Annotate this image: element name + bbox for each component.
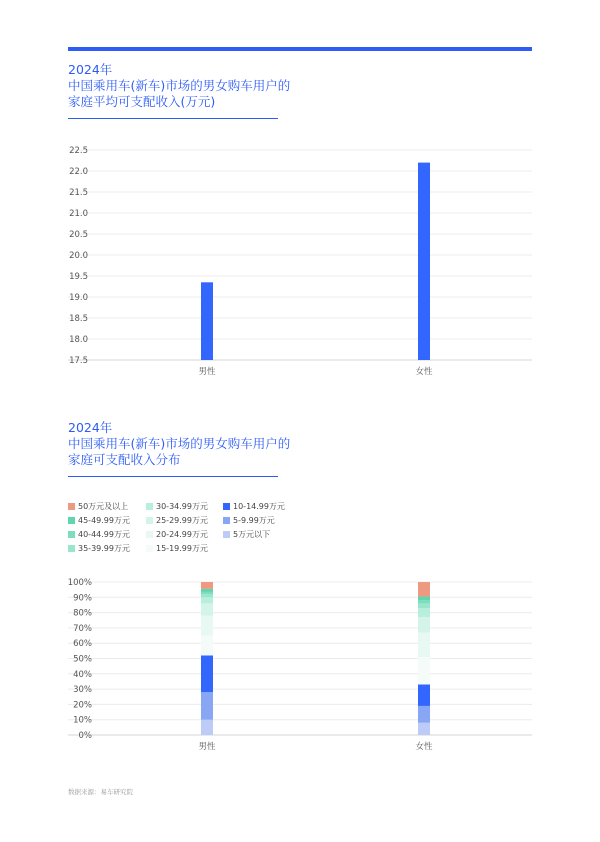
- chart2-title-line: 中国乘用车(新车)市场的男女购车用户的: [68, 436, 291, 451]
- legend-label: 30-34.99万元: [156, 502, 208, 511]
- legend-label: 25-29.99万元: [156, 516, 208, 525]
- chart1-x-tick-label: 男性: [198, 367, 216, 377]
- chart2-y-tick-label: 100%: [67, 578, 92, 588]
- legend-label: 20-24.99万元: [156, 530, 208, 539]
- chart2-bar-segment: [418, 706, 430, 723]
- chart2-y-tick-label: 90%: [73, 593, 92, 604]
- chart2-x-tick-label: 男性: [198, 742, 216, 752]
- chart2-title-line: 2024年: [68, 420, 113, 435]
- chart1-title-line: 2024年: [68, 62, 113, 77]
- chart1-y-tick-label: 22.0: [69, 167, 88, 177]
- chart2-bar-segment: [418, 685, 430, 706]
- chart2-y-tick-label: 20%: [73, 700, 92, 711]
- chart2-bar-segment: [418, 657, 430, 685]
- chart2-y-tick-label: 0%: [78, 731, 92, 741]
- chart2-y-tick-label: 10%: [73, 715, 92, 726]
- legend-label: 35-39.99万元: [78, 544, 130, 553]
- chart2-y-tick-label: 60%: [73, 639, 92, 650]
- chart2-bar-segment: [418, 603, 430, 608]
- chart1-y-tick-label: 21.5: [69, 188, 88, 198]
- chart1-y-tick-label: 21.0: [69, 209, 88, 219]
- chart2-bar-segment: [201, 594, 213, 597]
- chart1-y-tick-label: 22.5: [69, 146, 88, 156]
- legend-label: 50万元及以上: [78, 502, 129, 511]
- chart2-bar-segment: [201, 592, 213, 594]
- chart2-y-tick-label: 40%: [73, 669, 92, 680]
- chart2-y-tick-label: 50%: [73, 654, 92, 665]
- chart2-bar-segment: [201, 692, 213, 720]
- chart2-bar-segment: [418, 723, 430, 735]
- chart2-bar-segment: [201, 655, 213, 692]
- chart2-bar-segment: [201, 597, 213, 603]
- chart2-bar-segment: [201, 616, 213, 636]
- chart2-bar-segment: [418, 582, 430, 597]
- chart2-bar-segment: [201, 636, 213, 656]
- chart2-bar-segment: [418, 600, 430, 603]
- chart2-y-tick-label: 30%: [73, 685, 92, 696]
- chart2-bar-segment: [201, 603, 213, 615]
- legend-label: 45-49.99万元: [78, 516, 130, 525]
- legend-label: 15-19.99万元: [156, 544, 208, 553]
- chart1-y-tick-label: 19.0: [69, 293, 88, 303]
- chart1-x-tick-label: 女性: [415, 367, 433, 377]
- legend-label: 5-9.99万元: [233, 516, 275, 525]
- legend-label: 5万元以下: [233, 530, 271, 539]
- chart2-bar-segment: [418, 597, 430, 601]
- chart1-title-line: 家庭平均可支配收入(万元): [68, 94, 216, 109]
- chart2-x-tick-label: 女性: [415, 742, 433, 752]
- chart2-bar-segment: [418, 617, 430, 632]
- chart1-y-tick-label: 19.5: [69, 272, 88, 282]
- chart2-bar-segment: [201, 720, 213, 735]
- chart1-y-tick-label: 18.5: [69, 314, 88, 324]
- chart2-bar-segment: [201, 589, 213, 592]
- data-source-note: 数据来源：易车研究院: [68, 788, 133, 796]
- chart1-y-tick-label: 20.0: [69, 251, 88, 261]
- chart2-title-line: 家庭可支配收入分布: [68, 452, 181, 467]
- chart1-y-tick-label: 18.0: [69, 335, 88, 345]
- chart2-bar-segment: [418, 632, 430, 656]
- chart1-y-tick-label: 17.5: [69, 356, 88, 366]
- chart2-bar-segment: [418, 608, 430, 617]
- chart2-bar-segment: [201, 582, 213, 589]
- legend-label: 10-14.99万元: [233, 502, 285, 511]
- legend-label: 40-44.99万元: [78, 530, 130, 539]
- chart1-title-line: 中国乘用车(新车)市场的男女购车用户的: [68, 78, 291, 93]
- chart2-y-tick-label: 70%: [73, 623, 92, 634]
- chart1-y-tick-label: 20.5: [69, 230, 88, 240]
- chart2-y-tick-label: 80%: [73, 608, 92, 619]
